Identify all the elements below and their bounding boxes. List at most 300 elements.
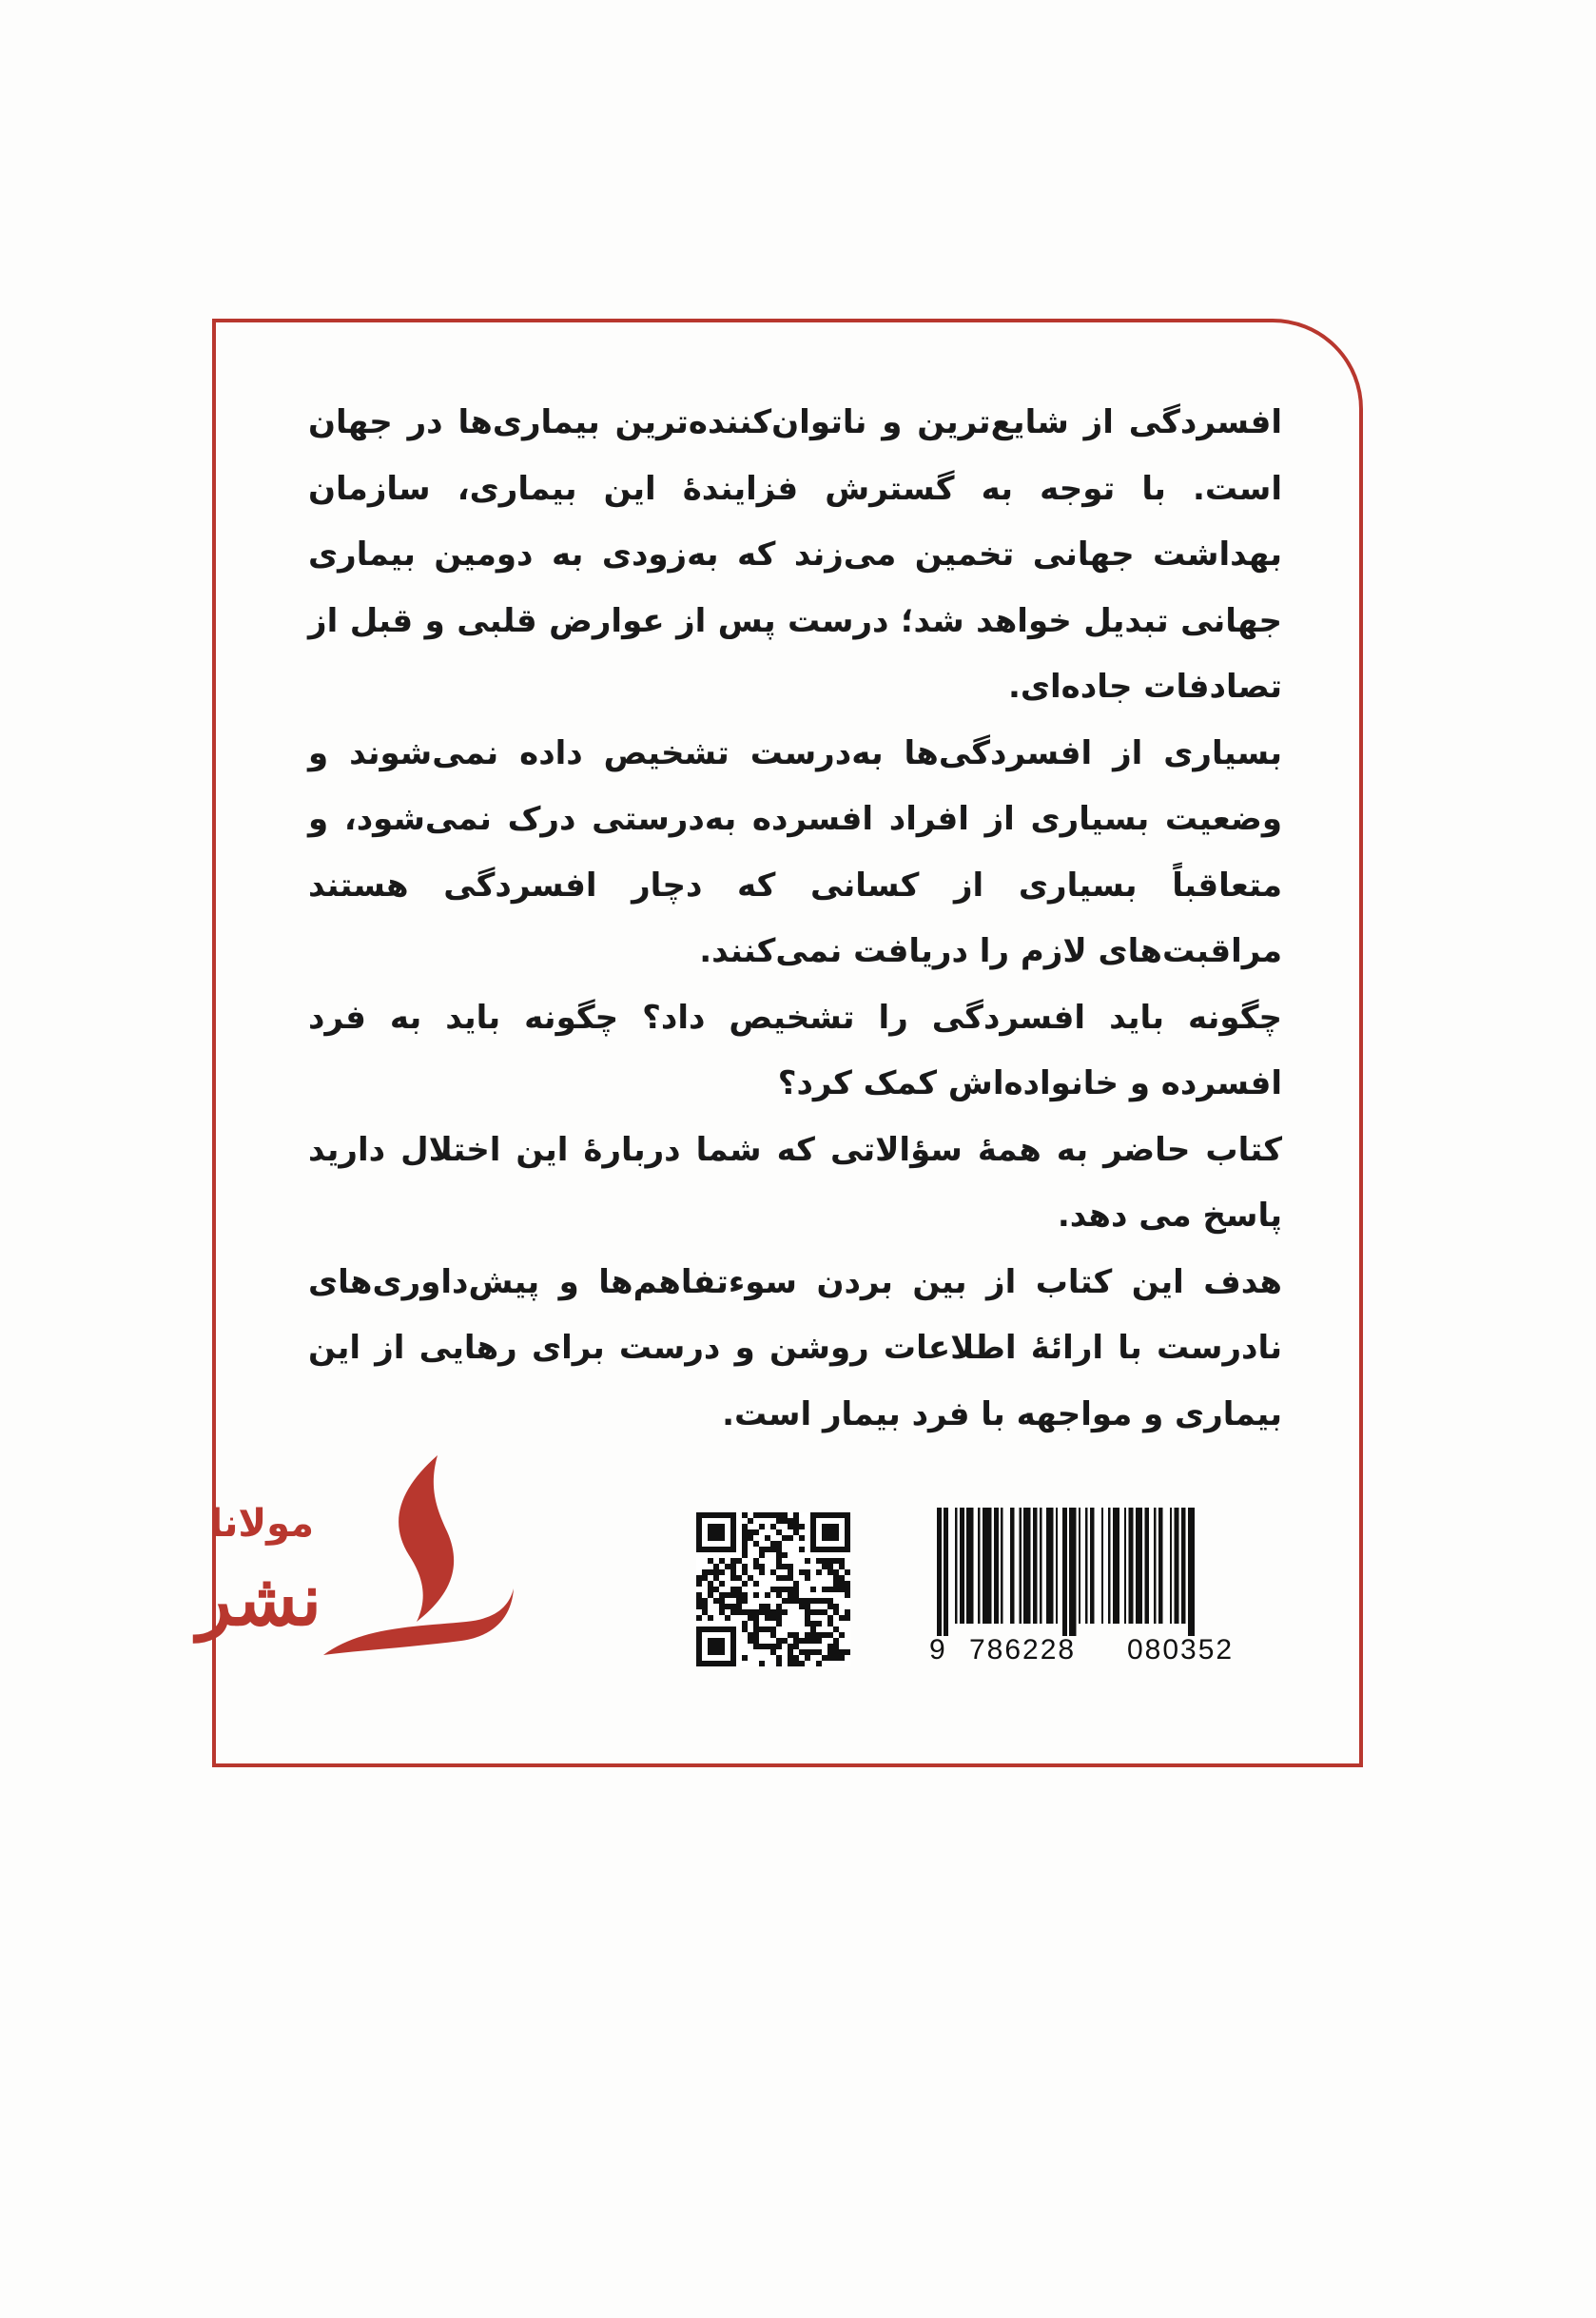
barcode-digits: [929, 1634, 1284, 1672]
qr-module: [845, 1569, 850, 1575]
qr-module: [753, 1621, 759, 1626]
qr-module: [748, 1609, 753, 1615]
qr-module: [696, 1598, 702, 1604]
qr-module: [696, 1615, 702, 1621]
qr-module: [839, 1615, 845, 1621]
qr-module: [799, 1598, 805, 1604]
qr-module: [805, 1621, 810, 1626]
qr-module: [805, 1569, 810, 1575]
qr-module: [776, 1558, 782, 1564]
qr-module: [788, 1644, 793, 1649]
qr-module: [799, 1547, 805, 1552]
qr-module: [748, 1615, 753, 1621]
qr-module: [713, 1587, 719, 1592]
qr-module: [776, 1512, 782, 1518]
qr-module: [810, 1587, 816, 1592]
qr-module: [702, 1604, 708, 1609]
qr-module: [713, 1564, 719, 1569]
qr-module: [833, 1558, 839, 1564]
logo-swash-shape: [323, 1588, 514, 1655]
qr-module: [793, 1661, 799, 1666]
qr-module: [708, 1581, 713, 1587]
qr-module: [748, 1575, 753, 1581]
qr-module: [708, 1615, 713, 1621]
qr-module: [845, 1609, 850, 1615]
qr-module: [759, 1552, 765, 1558]
barcode-bar: [1046, 1508, 1053, 1624]
qr-module: [827, 1558, 833, 1564]
qr-module: [805, 1638, 810, 1644]
qr-module: [793, 1512, 799, 1518]
qr-module: [725, 1604, 730, 1609]
qr-module: [788, 1564, 793, 1569]
qr-module: [788, 1649, 793, 1655]
qr-module: [793, 1592, 799, 1598]
qr-module: [833, 1587, 839, 1592]
qr-module: [799, 1569, 805, 1575]
paragraph-book-goal: هدف این کتاب از بین بردن سوءتفاهم‌ها و پیش‌داوری‌های نادرست با ارائهٔ اطلاعات روشن و درست برای رهایی از این بیماری و مواجهه با فرد بیمار است.: [308, 1262, 1282, 1433]
back-cover-description: [308, 390, 1282, 1448]
qr-module: [742, 1524, 748, 1529]
qr-module: [793, 1529, 799, 1535]
qr-module: [793, 1581, 799, 1587]
qr-module: [765, 1512, 770, 1518]
qr-module: [793, 1644, 799, 1649]
qr-module: [759, 1569, 765, 1575]
qr-module: [753, 1644, 759, 1649]
qr-module: [810, 1632, 816, 1638]
qr-module: [736, 1575, 742, 1581]
qr-module: [839, 1558, 845, 1564]
qr-module: [765, 1547, 770, 1552]
qr-module: [816, 1609, 822, 1615]
barcode-bar: [1175, 1508, 1179, 1624]
qr-module: [782, 1575, 788, 1581]
barcode-right-group: 080352: [1127, 1634, 1235, 1665]
qr-module: [839, 1649, 845, 1655]
qr-module: [788, 1575, 793, 1581]
qr-module: [845, 1615, 850, 1621]
qr-module: [742, 1569, 748, 1575]
paragraph-diagnosis: بسیاری از افسردگی‌ها به‌درست تشخیص داده نمی‌شوند و وضعیت بسیاری از افراد افسرده به‌درستی درک نمی‌شود، و متعاقباً بسیاری از کسانی که دچار افسردگی هستند مراقبت‌های لازم را دریافت نمی‌کنند.: [308, 733, 1282, 970]
publisher-logo: [197, 1455, 523, 1684]
qr-module: [782, 1535, 788, 1541]
barcode-bar: [1062, 1508, 1067, 1636]
qr-module: [805, 1615, 810, 1621]
barcode-bar: [1113, 1508, 1119, 1624]
barcode-bar: [1019, 1508, 1021, 1624]
qr-module: [833, 1644, 839, 1649]
qr-module: [827, 1615, 833, 1621]
qr-module: [753, 1581, 759, 1587]
qr-module: [765, 1609, 770, 1615]
publisher-name: مولانا: [209, 1502, 314, 1546]
qr-module: [805, 1609, 810, 1615]
barcode-bar: [1056, 1508, 1058, 1624]
qr-module: [839, 1655, 845, 1661]
qr-module: [719, 1604, 725, 1609]
barcode-bar: [1144, 1508, 1149, 1624]
qr-module: [845, 1649, 850, 1655]
qr-module: [713, 1575, 719, 1581]
qr-module: [776, 1592, 782, 1598]
qr-module: [782, 1552, 788, 1558]
qr-module: [702, 1575, 708, 1581]
qr-module: [816, 1569, 822, 1575]
barcode-bar: [1033, 1508, 1038, 1624]
qr-module: [742, 1547, 748, 1552]
qr-module: [810, 1609, 816, 1615]
qr-module: [696, 1592, 702, 1598]
qr-module: [810, 1598, 816, 1604]
qr-module: [845, 1587, 850, 1592]
qr-module: [742, 1621, 748, 1626]
qr-module: [748, 1535, 753, 1541]
qr-module: [719, 1558, 725, 1564]
qr-module: [788, 1569, 793, 1575]
publisher-word: نشر: [197, 1557, 321, 1642]
qr-module: [753, 1529, 759, 1535]
qr-module: [827, 1598, 833, 1604]
qr-module: [770, 1587, 776, 1592]
qr-module: [788, 1518, 793, 1524]
qr-module: [827, 1569, 833, 1575]
qr-module: [793, 1524, 799, 1529]
qr-module: [776, 1644, 782, 1649]
barcode-bar: [1154, 1508, 1156, 1624]
qr-module: [776, 1609, 782, 1615]
qr-module: [776, 1529, 782, 1535]
barcode-bar: [1069, 1508, 1076, 1636]
barcode-bars: [929, 1508, 1284, 1636]
qr-module: [708, 1587, 713, 1592]
qr-module: [702, 1609, 708, 1615]
barcode-bar: [1001, 1508, 1002, 1624]
qr-module: [782, 1598, 788, 1604]
barcode-bar: [955, 1508, 957, 1624]
qr-module: [753, 1564, 759, 1569]
qr-module: [765, 1644, 770, 1649]
qr-module: [730, 1558, 736, 1564]
paragraph-intro: افسردگی از شایع‌ترین و ناتوان‌کننده‌ترین بیماری‌ها در جهان است. با توجه به گسترش فزایندهٔ این بیماری، سازمان بهداشت جهانی تخمین می‌زند که به‌زودی به دومین بیماری جهانی تبدیل خواهد شد؛ درست پس از عوارض قلبی و قبل از تصادفات جاده‌ای.: [308, 403, 1282, 706]
qr-module: [799, 1638, 805, 1644]
qr-module: [799, 1604, 805, 1609]
qr-module: [736, 1558, 742, 1564]
barcode-bar: [1170, 1508, 1172, 1624]
isbn-barcode: [929, 1508, 1284, 1674]
qr-module: [782, 1512, 788, 1518]
qr-module: [736, 1598, 742, 1604]
qr-module: [742, 1655, 748, 1661]
qr-module: [827, 1655, 833, 1661]
barcode-left-group: 786228: [969, 1634, 1077, 1665]
qr-module: [833, 1575, 839, 1581]
qr-module: [765, 1626, 770, 1632]
qr-module: [753, 1638, 759, 1644]
qr-module: [788, 1632, 793, 1638]
qr-module: [776, 1547, 782, 1552]
qr-module: [793, 1518, 799, 1524]
barcode-bar: [1188, 1508, 1195, 1636]
qr-module: [770, 1524, 776, 1529]
qr-module: [765, 1604, 770, 1609]
qr-module: [725, 1564, 730, 1569]
qr-module: [793, 1598, 799, 1604]
qr-module: [696, 1604, 702, 1609]
barcode-bar: [944, 1508, 948, 1636]
qr-module: [822, 1564, 827, 1569]
barcode-bar: [960, 1508, 964, 1624]
qr-module: [788, 1587, 793, 1592]
qr-module: [776, 1575, 782, 1581]
qr-module: [839, 1581, 845, 1587]
qr-module: [736, 1609, 742, 1615]
qr-module: [776, 1655, 782, 1661]
qr-module: [753, 1626, 759, 1632]
qr-module: [730, 1569, 736, 1575]
qr-module: [759, 1524, 765, 1529]
qr-module: [822, 1598, 827, 1604]
qr-module: [782, 1609, 788, 1615]
barcode-bar: [1129, 1508, 1134, 1624]
qr-module: [827, 1644, 833, 1649]
qr-module: [719, 1609, 725, 1615]
qr-module: [839, 1632, 845, 1638]
qr-module: [770, 1644, 776, 1649]
barcode-bar: [1023, 1508, 1030, 1624]
qr-module: [770, 1569, 776, 1575]
qr-module: [788, 1524, 793, 1529]
qr-module: [816, 1632, 822, 1638]
barcode-bar: [1136, 1508, 1142, 1624]
qr-module: [833, 1609, 839, 1615]
qr-module: [805, 1598, 810, 1604]
back-cover-footer: [197, 1455, 1284, 1684]
qr-module: [753, 1609, 759, 1615]
qr-module: [833, 1569, 839, 1575]
qr-module: [748, 1518, 753, 1524]
qr-module: [776, 1638, 782, 1644]
qr-module: [776, 1552, 782, 1558]
qr-module: [696, 1581, 702, 1587]
barcode-bar: [1010, 1508, 1015, 1624]
qr-module: [742, 1512, 748, 1518]
qr-module: [788, 1661, 793, 1666]
qr-module: [719, 1581, 725, 1587]
qr-module: [742, 1598, 748, 1604]
qr-module: [827, 1632, 833, 1638]
qr-module: [748, 1638, 753, 1644]
qr-module: [696, 1575, 702, 1581]
qr-module: [742, 1592, 748, 1598]
qr-module: [765, 1592, 770, 1598]
qr-module: [708, 1558, 713, 1564]
barcode-bar: [1124, 1508, 1126, 1624]
qr-module: [702, 1598, 708, 1604]
barcode-bar: [1101, 1508, 1103, 1624]
qr-module: [748, 1529, 753, 1535]
barcode-first-digit: 9: [929, 1634, 945, 1665]
qr-module: [793, 1632, 799, 1638]
qr-module: [827, 1621, 833, 1626]
qr-module: [719, 1598, 725, 1604]
qr-module: [742, 1581, 748, 1587]
qr-module: [833, 1604, 839, 1609]
qr-module: [822, 1609, 827, 1615]
qr-module: [742, 1626, 748, 1632]
qr-module: [725, 1615, 730, 1621]
barcode-bar: [994, 1508, 999, 1624]
qr-module: [822, 1655, 827, 1661]
qr-module: [782, 1518, 788, 1524]
qr-module: [730, 1609, 736, 1615]
qr-module: [799, 1524, 805, 1529]
qr-module: [770, 1512, 776, 1518]
qr-module: [759, 1547, 765, 1552]
qr-module: [833, 1626, 839, 1632]
qr-module: [753, 1592, 759, 1598]
qr-module: [742, 1529, 748, 1535]
qr-module: [816, 1558, 822, 1564]
qr-module: [742, 1564, 748, 1569]
qr-module: [793, 1638, 799, 1644]
qr-module: [719, 1592, 725, 1598]
qr-module: [765, 1615, 770, 1621]
barcode-bar: [1158, 1508, 1163, 1624]
qr-module: [776, 1621, 782, 1626]
qr-module: [816, 1598, 822, 1604]
qr-module: [805, 1558, 810, 1564]
qr-module: [827, 1649, 833, 1655]
qr-module: [805, 1655, 810, 1661]
qr-module: [759, 1564, 765, 1569]
qr-module: [719, 1569, 725, 1575]
qr-module: [713, 1598, 719, 1604]
qr-module: [759, 1512, 765, 1518]
qr-module: [713, 1569, 719, 1575]
qr-module: [770, 1541, 776, 1547]
qr-module: [799, 1649, 805, 1655]
qr-module: [782, 1638, 788, 1644]
barcode-bar: [1108, 1508, 1110, 1624]
qr-module: [788, 1655, 793, 1661]
qr-module: [770, 1615, 776, 1621]
qr-module: [799, 1661, 805, 1666]
barcode-bar: [1079, 1508, 1080, 1624]
qr-module: [827, 1604, 833, 1609]
qr-module: [845, 1592, 850, 1598]
qr-module: [788, 1535, 793, 1541]
qr-module: [776, 1518, 782, 1524]
qr-module: [759, 1626, 765, 1632]
qr-module: [805, 1632, 810, 1638]
qr-module: [845, 1581, 850, 1587]
qr-module: [742, 1552, 748, 1558]
qr-module: [730, 1575, 736, 1581]
qr-module: [788, 1598, 793, 1604]
qr-module: [805, 1649, 810, 1655]
qr-module: [793, 1587, 799, 1592]
qr-module: [759, 1609, 765, 1615]
qr-module: [770, 1649, 776, 1655]
qr-module: [827, 1564, 833, 1569]
qr-module: [816, 1621, 822, 1626]
qr-module: [839, 1564, 845, 1569]
qr-module: [810, 1649, 816, 1655]
qr-module: [770, 1609, 776, 1615]
qr-module: [730, 1604, 736, 1609]
qr-module: [742, 1609, 748, 1615]
qr-module: [742, 1541, 748, 1547]
qr-code: [696, 1512, 850, 1666]
barcode-bar: [1085, 1508, 1087, 1624]
qr-module: [742, 1535, 748, 1541]
qr-module: [759, 1604, 765, 1609]
qr-module: [776, 1661, 782, 1666]
qr-module: [810, 1621, 816, 1626]
barcode-bar: [1090, 1508, 1095, 1624]
qr-module: [776, 1587, 782, 1592]
qr-module: [816, 1661, 822, 1666]
barcode-bar: [983, 1508, 992, 1624]
qr-module: [730, 1564, 736, 1569]
qr-module: [827, 1587, 833, 1592]
qr-module: [702, 1569, 708, 1575]
qr-module: [788, 1592, 793, 1598]
barcode-bar: [978, 1508, 980, 1624]
qr-module: [776, 1541, 782, 1547]
qr-module: [730, 1587, 736, 1592]
qr-module: [736, 1604, 742, 1609]
qr-module: [839, 1587, 845, 1592]
qr-module: [759, 1661, 765, 1666]
qr-module: [708, 1569, 713, 1575]
qr-module: [753, 1541, 759, 1547]
qr-module: [833, 1581, 839, 1587]
barcode-bar: [966, 1508, 973, 1624]
paragraph-book-answers: کتاب حاضر به همهٔ سؤالاتی که شما دربارهٔ این اختلال دارید پاسخ می دهد.: [308, 1130, 1282, 1235]
qr-module: [793, 1655, 799, 1661]
qr-module: [736, 1592, 742, 1598]
barcode-bar: [1181, 1508, 1186, 1624]
qr-module: [776, 1615, 782, 1621]
barcode-bar: [1040, 1508, 1041, 1624]
qr-module: [839, 1575, 845, 1581]
qr-module: [753, 1632, 759, 1638]
qr-module: [782, 1564, 788, 1569]
barcode-bar: [937, 1508, 942, 1636]
qr-module: [770, 1626, 776, 1632]
qr-module: [816, 1638, 822, 1644]
qr-module: [770, 1632, 776, 1638]
qr-module: [730, 1592, 736, 1598]
qr-module: [776, 1564, 782, 1569]
qr-module: [805, 1604, 810, 1609]
qr-module: [833, 1638, 839, 1644]
qr-module: [810, 1638, 816, 1644]
paragraph-questions: چگونه باید افسردگی را تشخیص داد؟ چگونه باید به فرد افسرده و خانواده‌اش کمک کرد؟: [308, 998, 1282, 1102]
qr-module: [753, 1512, 759, 1518]
qr-module: [782, 1587, 788, 1592]
qr-module: [799, 1535, 805, 1541]
qr-module: [759, 1644, 765, 1649]
qr-module: [776, 1604, 782, 1609]
qr-module: [753, 1558, 759, 1564]
qr-module: [822, 1632, 827, 1638]
qr-module: [748, 1632, 753, 1638]
qr-module: [805, 1575, 810, 1581]
qr-module: [753, 1615, 759, 1621]
